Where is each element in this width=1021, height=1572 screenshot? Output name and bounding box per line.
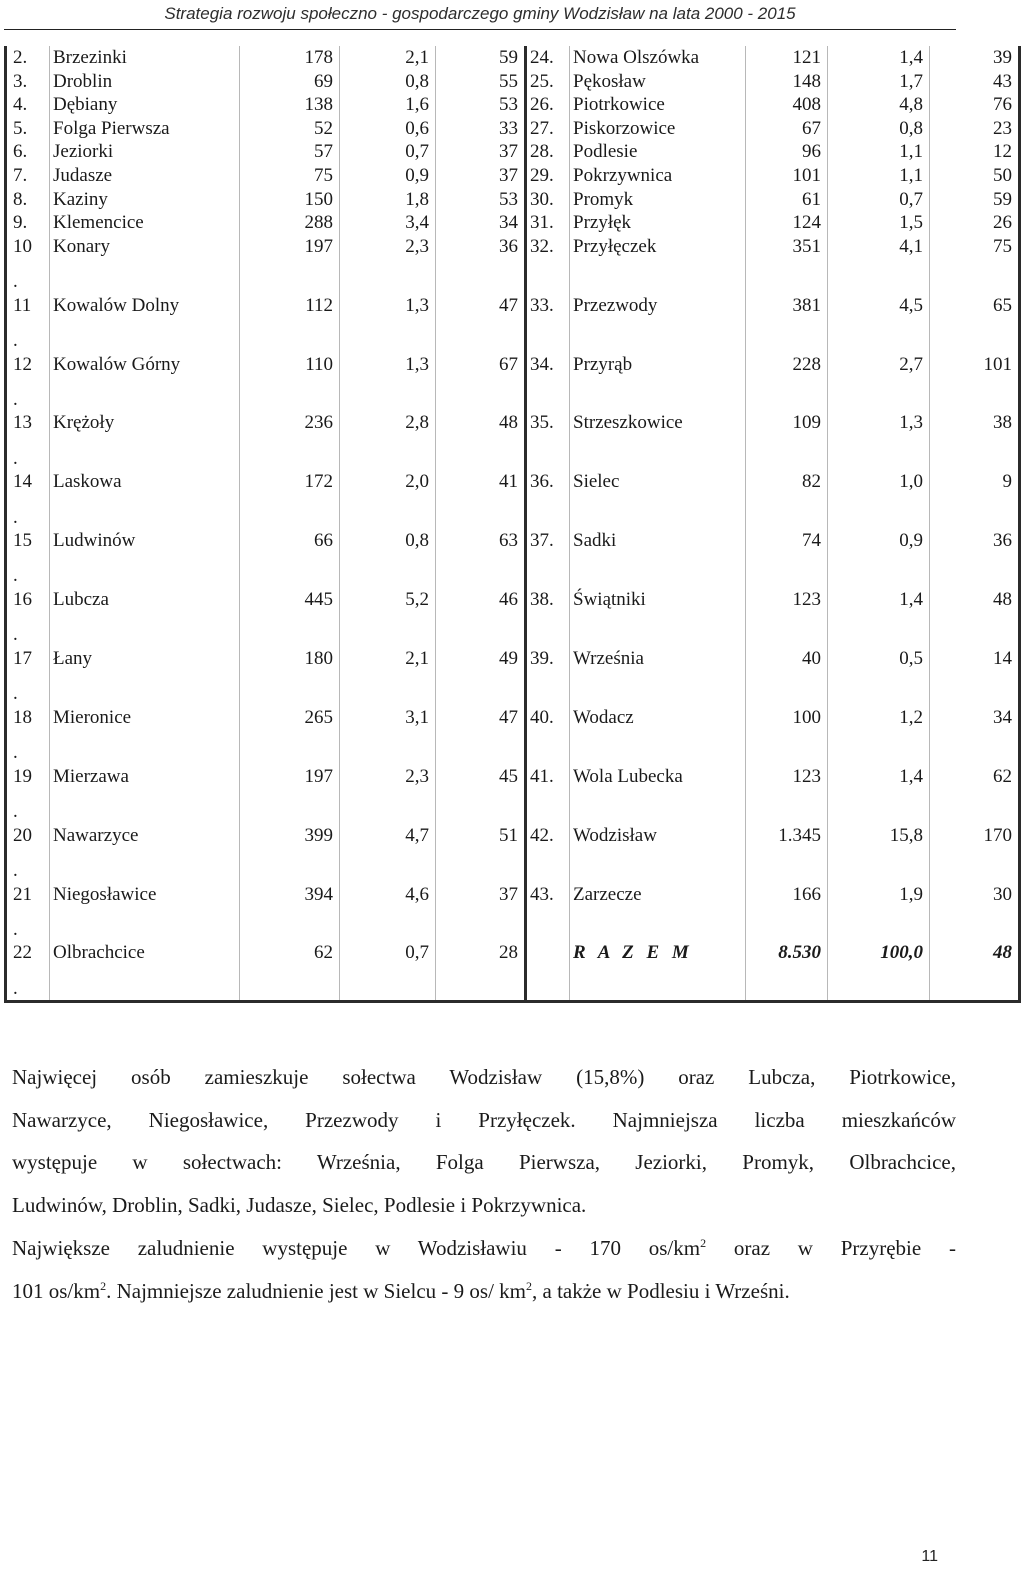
percent-cell: 0,5 [828, 647, 930, 706]
table-row [6, 294, 1020, 353]
density-cell: 23 [930, 117, 1020, 141]
table-row [6, 46, 1020, 70]
index-period: . [13, 447, 18, 469]
density-cell: 28 [436, 941, 526, 1001]
village-name-cell: Judasze [50, 164, 240, 188]
population-cell: 236 [240, 411, 340, 470]
paragraph-line: Najwięcej osób zamieszkuje sołectwa Wodzisław (15,8%) oraz Lubcza, Piotrkowice, [12, 1065, 956, 1089]
village-name-cell: Nowa Olszówka [570, 46, 746, 70]
lp-cell: 35. [526, 411, 570, 470]
density-cell: 41 [436, 470, 526, 529]
lp-cell: 6. [6, 140, 50, 164]
index-period: . [13, 388, 18, 410]
index-period: . [13, 329, 18, 351]
population-cell: 445 [240, 588, 340, 647]
density-cell: 170 [930, 824, 1020, 883]
page-header [0, 0, 960, 30]
density-cell: 26 [930, 211, 1020, 235]
density-cell: 101 [930, 353, 1020, 412]
village-name-cell: Piotrkowice [570, 93, 746, 117]
population-cell: 123 [746, 588, 828, 647]
percent-cell: 0,8 [340, 70, 436, 94]
population-cell: 408 [746, 93, 828, 117]
lp-cell: 40. [526, 706, 570, 765]
lp-cell: 13 . [6, 411, 50, 470]
population-cell: 100 [746, 706, 828, 765]
table-row [6, 188, 1020, 212]
lp-cell: 9. [6, 211, 50, 235]
village-name-cell: Laskowa [50, 470, 240, 529]
lp-cell: 39. [526, 647, 570, 706]
lp-cell: 41. [526, 765, 570, 824]
density-cell: 55 [436, 70, 526, 94]
paragraph-most-populated [12, 1056, 956, 1227]
village-name-cell: Kowalów Górny [50, 353, 240, 412]
table-row [6, 411, 1020, 470]
percent-cell: 1,0 [828, 470, 930, 529]
population-cell: 67 [746, 117, 828, 141]
paragraph-line [12, 1270, 956, 1313]
village-name-cell: Mierzawa [50, 765, 240, 824]
percent-cell: 100,0 [828, 941, 930, 1001]
density-cell: 51 [436, 824, 526, 883]
percent-cell: 3,4 [340, 211, 436, 235]
population-cell: 399 [240, 824, 340, 883]
density-cell: 59 [930, 188, 1020, 212]
lp-cell: 11 . [6, 294, 50, 353]
lp-cell: 7. [6, 164, 50, 188]
population-cell: 180 [240, 647, 340, 706]
population-cell: 265 [240, 706, 340, 765]
village-name-cell: Folga Pierwsza [50, 117, 240, 141]
density-cell: 63 [436, 529, 526, 588]
index-period: . [13, 271, 18, 293]
lp-cell: 27. [526, 117, 570, 141]
village-name-cell: Mieronice [50, 706, 240, 765]
lp-cell: 25. [526, 70, 570, 94]
density-cell: 14 [930, 647, 1020, 706]
percent-cell: 1,4 [828, 46, 930, 70]
population-cell: 1.345 [746, 824, 828, 883]
density-text: , a także w Podlesiu i Wrześni. [532, 1278, 790, 1303]
table-row [6, 941, 1020, 1001]
paragraph-line [12, 1227, 956, 1270]
table-row [6, 647, 1020, 706]
percent-cell: 2,1 [340, 46, 436, 70]
population-cell: 110 [240, 353, 340, 412]
percent-cell: 4,8 [828, 93, 930, 117]
percent-cell: 2,3 [340, 765, 436, 824]
percent-cell: 1,3 [828, 411, 930, 470]
village-name-cell: Wola Lubecka [570, 765, 746, 824]
village-name-cell: Promyk [570, 188, 746, 212]
population-cell: 228 [746, 353, 828, 412]
density-cell: 12 [930, 140, 1020, 164]
table-row [6, 211, 1020, 235]
lp-cell: 20 . [6, 824, 50, 883]
population-cell: 172 [240, 470, 340, 529]
population-cell: 166 [746, 883, 828, 942]
village-name-cell: Lubcza [50, 588, 240, 647]
population-cell: 123 [746, 765, 828, 824]
percent-cell: 0,8 [340, 529, 436, 588]
lp-cell: 32. [526, 235, 570, 294]
lp-cell: 2. [6, 46, 50, 70]
village-name-cell: Sielec [570, 470, 746, 529]
table-row [6, 93, 1020, 117]
village-name-cell: Łany [50, 647, 240, 706]
lp-cell: 5. [6, 117, 50, 141]
density-cell: 48 [930, 588, 1020, 647]
lp-cell: 37. [526, 529, 570, 588]
percent-cell: 4,7 [340, 824, 436, 883]
table-row [6, 529, 1020, 588]
paragraph-line: Ludwinów, Droblin, Sadki, Judasze, Sielec, Podlesie i Pokrzywnica. [12, 1193, 587, 1218]
population-cell: 124 [746, 211, 828, 235]
population-cell: 394 [240, 883, 340, 942]
village-name-cell: Klemencice [50, 211, 240, 235]
population-cell: 75 [240, 164, 340, 188]
village-name-cell: Kaziny [50, 188, 240, 212]
population-cell: 57 [240, 140, 340, 164]
density-cell: 34 [436, 211, 526, 235]
population-cell: 101 [746, 164, 828, 188]
table-row [6, 140, 1020, 164]
village-name-cell: Świątniki [570, 588, 746, 647]
lp-cell: 29. [526, 164, 570, 188]
population-cell: 40 [746, 647, 828, 706]
lp-cell: 22 . [6, 941, 50, 1001]
village-name-cell: Nawarzyce [50, 824, 240, 883]
percent-cell: 1,8 [340, 188, 436, 212]
village-name-cell: Piskorzowice [570, 117, 746, 141]
lp-cell: 31. [526, 211, 570, 235]
lp-cell: 18 . [6, 706, 50, 765]
lp-cell: 36. [526, 470, 570, 529]
village-name-cell: Pokrzywnica [570, 164, 746, 188]
lp-cell: 28. [526, 140, 570, 164]
population-cell: 197 [240, 765, 340, 824]
lp-cell: 4. [6, 93, 50, 117]
density-cell: 45 [436, 765, 526, 824]
percent-cell: 1,1 [828, 164, 930, 188]
village-name-cell: Ludwinów [50, 529, 240, 588]
population-cell: 288 [240, 211, 340, 235]
village-name-cell: Podlesie [570, 140, 746, 164]
index-period: . [13, 918, 18, 940]
percent-cell: 2,3 [340, 235, 436, 294]
percent-cell: 0,6 [340, 117, 436, 141]
density-cell: 37 [436, 883, 526, 942]
population-cell: 148 [746, 70, 828, 94]
population-cell: 61 [746, 188, 828, 212]
density-cell: 49 [436, 647, 526, 706]
density-cell: 30 [930, 883, 1020, 942]
density-text: . Najmniejsze zaludnienie jest w Sielcu - 9 os/ km [106, 1278, 526, 1303]
table-row [6, 235, 1020, 294]
density-cell: 43 [930, 70, 1020, 94]
village-name-cell: Września [570, 647, 746, 706]
density-cell: 62 [930, 765, 1020, 824]
lp-cell: 16 . [6, 588, 50, 647]
table-row [6, 470, 1020, 529]
percent-cell: 3,1 [340, 706, 436, 765]
density-cell: 9 [930, 470, 1020, 529]
percent-cell: 1,3 [340, 353, 436, 412]
density-cell: 47 [436, 706, 526, 765]
index-period: . [13, 801, 18, 823]
population-cell: 74 [746, 529, 828, 588]
percent-cell: 1,3 [340, 294, 436, 353]
density-text: oraz w Przyrębie - [706, 1236, 956, 1260]
population-cell: 62 [240, 941, 340, 1001]
lp-cell: 21 . [6, 883, 50, 942]
index-period: . [13, 565, 18, 587]
population-cell: 52 [240, 117, 340, 141]
lp-cell: 10 . [6, 235, 50, 294]
density-cell: 33 [436, 117, 526, 141]
village-name-cell: Sadki [570, 529, 746, 588]
density-cell: 37 [436, 164, 526, 188]
table-row [6, 765, 1020, 824]
document-title: Strategia rozwoju społeczno - gospodarczego gminy Wodzisław na lata 2000 - 2015 [164, 4, 796, 23]
superscript: 2 [100, 1278, 107, 1293]
lp-cell: 24. [526, 46, 570, 70]
table-row [6, 353, 1020, 412]
population-cell: 381 [746, 294, 828, 353]
lp-cell: 19 . [6, 765, 50, 824]
index-period: . [13, 859, 18, 881]
lp-cell: 12 . [6, 353, 50, 412]
population-cell: 82 [746, 470, 828, 529]
percent-cell: 1,2 [828, 706, 930, 765]
density-cell: 36 [436, 235, 526, 294]
village-population-table [4, 46, 1021, 1003]
table-row [6, 70, 1020, 94]
density-cell: 39 [930, 46, 1020, 70]
population-cell: 121 [746, 46, 828, 70]
density-cell: 76 [930, 93, 1020, 117]
superscript: 2 [700, 1236, 707, 1250]
percent-cell: 1,7 [828, 70, 930, 94]
population-cell: 109 [746, 411, 828, 470]
lp-cell: 15 . [6, 529, 50, 588]
population-cell: 178 [240, 46, 340, 70]
population-cell: 66 [240, 529, 340, 588]
percent-cell: 2,8 [340, 411, 436, 470]
percent-cell: 4,1 [828, 235, 930, 294]
index-period: . [13, 683, 18, 705]
village-name-cell: Konary [50, 235, 240, 294]
index-period: . [13, 742, 18, 764]
village-name-cell: Olbrachcice [50, 941, 240, 1001]
density-cell: 48 [436, 411, 526, 470]
density-cell: 59 [436, 46, 526, 70]
percent-cell: 4,6 [340, 883, 436, 942]
lp-cell: 30. [526, 188, 570, 212]
percent-cell: 0,8 [828, 117, 930, 141]
village-name-cell: Dębiany [50, 93, 240, 117]
population-cell: 197 [240, 235, 340, 294]
village-name-cell: Krężoły [50, 411, 240, 470]
percent-cell: 0,9 [340, 164, 436, 188]
paragraph-line: występuje w sołectwach: Września, Folga Pierwsza, Jeziorki, Promyk, Olbrachcice, [12, 1150, 956, 1175]
paragraph-line: Nawarzyce, Niegosławice, Przezwody i Przyłęczek. Najmniejsza liczba mieszkańców [12, 1107, 956, 1132]
village-name-cell: Pękosław [570, 70, 746, 94]
lp-cell: 33. [526, 294, 570, 353]
village-name-cell: Przyrąb [570, 353, 746, 412]
density-text: Największe zaludnienie występuje w Wodzisławiu - 170 os/km [12, 1236, 701, 1260]
village-name-cell: Brzezinki [50, 46, 240, 70]
lp-cell: 8. [6, 188, 50, 212]
population-cell: 112 [240, 294, 340, 353]
lp-cell [526, 941, 570, 1001]
index-period: . [13, 624, 18, 646]
village-name-cell: Zarzecze [570, 883, 746, 942]
index-period: . [13, 977, 18, 999]
density-cell: 53 [436, 93, 526, 117]
paragraph-density [12, 1227, 956, 1312]
percent-cell: 2,0 [340, 470, 436, 529]
population-cell: 69 [240, 70, 340, 94]
village-name-cell: R A Z E M [570, 941, 746, 1001]
percent-cell: 1,4 [828, 588, 930, 647]
percent-cell: 0,7 [340, 140, 436, 164]
percent-cell: 0,7 [828, 188, 930, 212]
percent-cell: 2,7 [828, 353, 930, 412]
population-cell: 96 [746, 140, 828, 164]
density-cell: 47 [436, 294, 526, 353]
village-name-cell: Jeziorki [50, 140, 240, 164]
lp-cell: 3. [6, 70, 50, 94]
percent-cell: 1,6 [340, 93, 436, 117]
percent-cell: 2,1 [340, 647, 436, 706]
density-cell: 65 [930, 294, 1020, 353]
percent-cell: 15,8 [828, 824, 930, 883]
superscript: 2 [526, 1278, 532, 1293]
percent-cell: 1,4 [828, 765, 930, 824]
table-row [6, 588, 1020, 647]
lp-cell: 14 . [6, 470, 50, 529]
village-name-cell: Wodacz [570, 706, 746, 765]
lp-cell: 17 . [6, 647, 50, 706]
page-number: 11 [921, 1548, 938, 1565]
percent-cell: 5,2 [340, 588, 436, 647]
village-name-cell: Przyłęk [570, 211, 746, 235]
table-row [6, 164, 1020, 188]
population-cell: 8.530 [746, 941, 828, 1001]
lp-cell: 38. [526, 588, 570, 647]
village-name-cell: Wodzisław [570, 824, 746, 883]
population-cell: 138 [240, 93, 340, 117]
village-name-cell: Przyłęczek [570, 235, 746, 294]
lp-cell: 42. [526, 824, 570, 883]
percent-cell: 0,9 [828, 529, 930, 588]
table-row [6, 706, 1020, 765]
percent-cell: 4,5 [828, 294, 930, 353]
village-name-cell: Niegosławice [50, 883, 240, 942]
population-cell: 150 [240, 188, 340, 212]
percent-cell: 1,5 [828, 211, 930, 235]
village-name-cell: Kowalów Dolny [50, 294, 240, 353]
population-cell: 351 [746, 235, 828, 294]
percent-cell: 0,7 [340, 941, 436, 1001]
density-text: 101 os/km [12, 1278, 101, 1303]
density-cell: 48 [930, 941, 1020, 1001]
header-rule [4, 29, 956, 30]
lp-cell: 34. [526, 353, 570, 412]
density-cell: 67 [436, 353, 526, 412]
density-cell: 75 [930, 235, 1020, 294]
percent-cell: 1,9 [828, 883, 930, 942]
density-cell: 50 [930, 164, 1020, 188]
index-period: . [13, 506, 18, 528]
density-cell: 37 [436, 140, 526, 164]
village-name-cell: Przezwody [570, 294, 746, 353]
density-cell: 53 [436, 188, 526, 212]
percent-cell: 1,1 [828, 140, 930, 164]
density-cell: 38 [930, 411, 1020, 470]
village-name-cell: Strzeszkowice [570, 411, 746, 470]
table-row [6, 883, 1020, 942]
lp-cell: 43. [526, 883, 570, 942]
table-row [6, 117, 1020, 141]
density-cell: 46 [436, 588, 526, 647]
lp-cell: 26. [526, 93, 570, 117]
table-row [6, 824, 1020, 883]
density-cell: 34 [930, 706, 1020, 765]
village-name-cell: Droblin [50, 70, 240, 94]
density-cell: 36 [930, 529, 1020, 588]
